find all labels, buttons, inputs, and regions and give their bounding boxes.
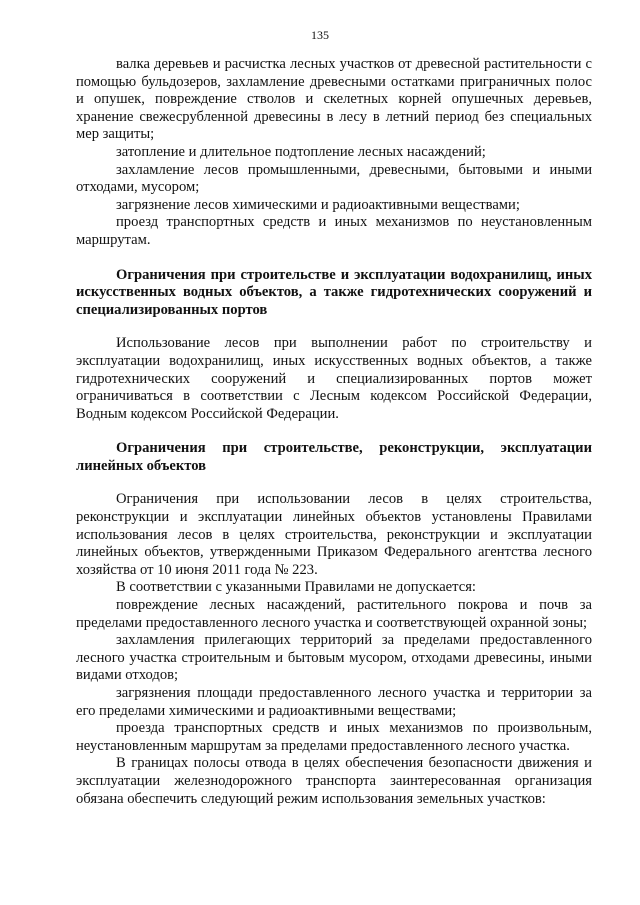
paragraph: захламление лесов промышленными, древесными, бытовыми и иными отходами, мусором; [76,161,592,196]
paragraph: повреждение лесных насаждений, растительного покрова и почв за пределами предоставленного лесного участка и соответствующей охранной зоны; [76,597,592,631]
paragraph: В границах полосы отвода в целях обеспечения безопасности движения и эксплуатации железнодорожного транспорта заинтересованная организация обязана обеспечить следующий режим использования земельных участков: [76,755,592,807]
paragraph: затопление и длительное подтопление лесных насаждений; [116,143,486,160]
paragraph: валка деревьев и расчистка лесных участков от древесной растительности с помощью бульдозеров, захламление древесными остатками приграничных полос и опушек, повреждение стволов и скелетных корней опушечных деревьев, хранение свежесрубленной древесины в лесу в летний период без специальных мер защиты; [76,56,592,143]
page-number: 135 [311,28,329,42]
paragraph: В соответствии с указанными Правилами не допускается: [116,579,476,596]
paragraph: захламления прилегающих территорий за пределами предоставленного лесного участка строительным и бытовым мусором, отходами древесины, иными видами отходов; [76,632,592,684]
paragraph: проезд транспортных средств и иных механизмов по неустановленным маршрутам. [76,214,592,248]
paragraph: загрязнение лесов химическими и радиоактивными веществами; [116,196,520,213]
document-body [76,56,592,808]
paragraph: загрязнения площади предоставленного лесного участка и территории за его пределами химическими и радиоактивными веществами; [76,685,592,719]
paragraph: Ограничения при использовании лесов в целях строительства, реконструкции и эксплуатации линейных объектов установлены Правилами использования лесов в целях строительства, реконструкции и эксплуатации линейных объектов, утвержденными Приказом Федерального агентства лесного хозяйства от 10 июня 2011 года № 223. [76,491,592,578]
paragraph: проезда транспортных средств и иных механизмов по произвольным, неустановленным маршрутам за пределами предоставленного лесного участка. [76,720,592,754]
section-heading: Ограничения при строительстве и эксплуатации водохранилищ, иных искусственных водных объектов, а также гидротехнических сооружений и специализированных портов [76,266,592,318]
paragraph: Использование лесов при выполнении работ по строительству и эксплуатации водохранилищ, иных искусственных водных объектов, а также гидротехнических сооружений и специализированных портов может ограничиваться в соответствии с Лесным кодексом Российской Федерации, Водным кодексом Российской Федерации. [76,335,592,422]
section-heading: Ограничения при строительстве, реконструкции, эксплуатации линейных объектов [76,440,592,474]
